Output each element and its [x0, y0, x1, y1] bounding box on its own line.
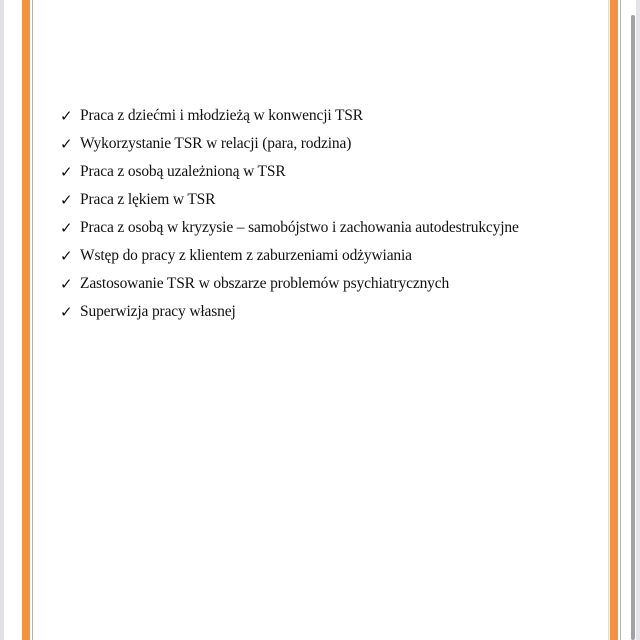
list-item [60, 270, 519, 298]
list-item [60, 102, 519, 130]
scrollbar-thumb[interactable] [631, 15, 635, 640]
list-item [60, 186, 519, 214]
list-item-text: Superwizja pracy własnej [80, 303, 236, 320]
list-item [60, 158, 519, 186]
checkmark-icon: ✓ [60, 191, 73, 209]
page-border-right-line [620, 0, 621, 640]
list-item [60, 130, 519, 158]
list-item-text: Praca z dziećmi i młodzieżą w konwencji TSR [80, 107, 363, 124]
list-item-text: Praca z osobą w kryzysie – samobójstwo i zachowania autodestrukcyjne [80, 219, 519, 236]
list-item-text: Zastosowanie TSR w obszarze problemów psychiatrycznych [80, 275, 450, 292]
checkmark-icon: ✓ [60, 135, 73, 153]
page-border-left-accent [22, 0, 30, 640]
list-item-text: Praca z osobą uzależnioną w TSR [80, 163, 286, 180]
list-item [60, 298, 519, 326]
checkmark-icon: ✓ [60, 275, 73, 293]
checkmark-icon: ✓ [60, 247, 73, 265]
viewer-right-edge [636, 0, 640, 640]
list-item [60, 242, 519, 270]
checkmark-icon: ✓ [60, 219, 73, 237]
list-item-text: Wstęp do pracy z klientem z zaburzeniami odżywiania [80, 247, 412, 264]
page-border-left-line [32, 0, 33, 640]
list-item-text: Wykorzystanie TSR w relacji (para, rodzina) [80, 135, 352, 152]
page-border-right-accent [610, 0, 618, 640]
checkmark-icon: ✓ [60, 163, 73, 181]
checkmark-icon: ✓ [60, 107, 73, 125]
checkmark-icon: ✓ [60, 303, 73, 321]
page-border-right-inner-line [608, 0, 609, 640]
topic-checklist [60, 102, 519, 326]
list-item [60, 214, 519, 242]
viewer-gutter [4, 0, 22, 640]
list-item-text: Praca z lękiem w TSR [80, 191, 216, 208]
